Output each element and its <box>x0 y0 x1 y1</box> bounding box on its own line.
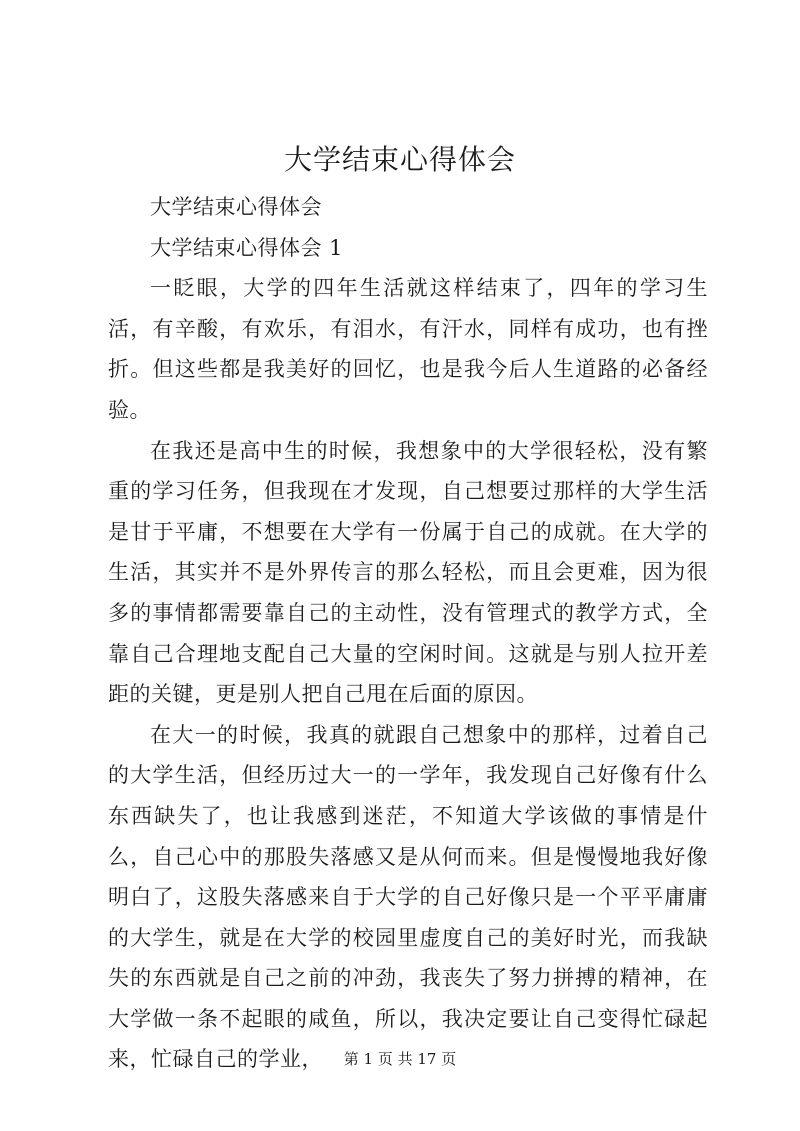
paragraph-high-school: 在我还是高中生的时候，我想象中的大学很轻松，没有繁重的学习任务，但我现在才发现，自己想要过那样的大学生活是甘于平庸，不想要在大学有一份属于自己的成就。在大学的生活，其实并不是外界传言的那么轻松，而且会更难，因为很多的事情都需要靠自己的主动性，没有管理式的教学方式，全靠自己合理地支配自己大量的空闲时间。这就是与别人拉开差距的关键，更是别人把自己甩在后面的原因。 <box>108 438 708 707</box>
document-title: 大学结束心得体会 <box>283 143 516 176</box>
document-body <box>108 187 708 1080</box>
page-footer: 第 1 页 共 17 页 <box>343 1050 457 1068</box>
paragraph-intro: 一眨眼，大学的四年生活就这样结束了，四年的学习生活，有辛酸，有欢乐，有泪水，有汗水，同样有成功，也有挫折。但这些都是我美好的回忆，也是我今后人生道路的必备经验。 <box>108 276 708 422</box>
paragraph-section-heading: 大学结束心得体会 1 <box>150 235 344 260</box>
paragraph-subtitle: 大学结束心得体会 <box>150 195 322 219</box>
paragraph-freshman-year: 在大一的时候，我真的就跟自己想象中的那样，过着自己的大学生活，但经历过大一的一学年，我发现自己好像有什么东西缺失了，也让我感到迷茫，不知道大学该做的事情是什么，自己心中的那股失落感又是从何而来。但是慢慢地我好像明白了，这股失落感来自于大学的自己好像只是一个平平庸庸的大学生，就是在大学的校园里虚度自己的美好时光，而我缺失的东西就是自己之前的冲劲，我丧失了努力拼搏的精神，在大学做一条不起眼的咸鱼，所以，我决定要让自己变得忙碌起来，忙碌自己的学业， <box>108 722 708 1072</box>
